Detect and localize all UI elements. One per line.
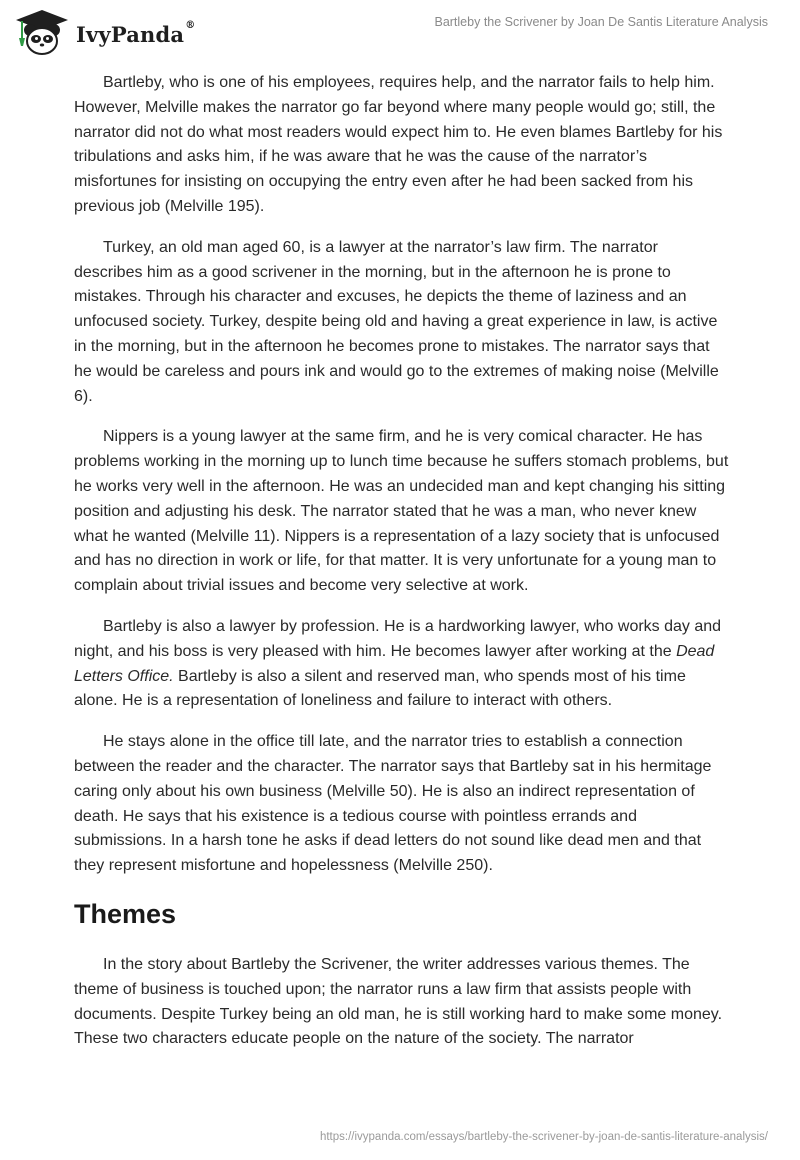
essay-content	[74, 71, 730, 1068]
dead-letters-office-title: Dead Letters Office.	[74, 642, 715, 685]
paragraph-themes: In the story about Bartleby the Scrivener, the writer addresses various themes. The theme of business is touched upon; the narrator runs a law firm that assists people with documents. Despite Turkey being an old man, he is still working hard to make some money. These two characters educate people on the nature of the society. The narrator	[74, 955, 723, 1048]
paragraph-text-after: Bartleby is also a silent and reserved man, who spends most of his time alone. He is a representation of loneliness and failure to interact with others.	[74, 667, 686, 710]
page-header	[0, 0, 800, 70]
paragraph-bartleby-lawyer	[74, 615, 730, 714]
paragraph-turkey: Turkey, an old man aged 60, is a lawyer at the narrator’s law firm. The narrator describes him as a good scrivener in the morning, but in the afternoon he is prone to mistakes. Through his character and excuses, he depicts the theme of laziness and an unfocused society. Turkey, despite being old and having a great experience in law, is active in the morning, but in the afternoon he becomes prone to mistakes. The narrator says that he would be careless and pours ink and would go to the extremes of making noise (Melville 6).	[74, 238, 719, 405]
document-title: Bartleby the Scrivener by Joan De Santis Literature Analysis	[434, 15, 768, 29]
ivypanda-logo[interactable]	[14, 8, 195, 58]
paragraph-nippers: Nippers is a young lawyer at the same firm, and he is very comical character. He has problems working in the morning up to lunch time because he suffers stomach problems, but he works very well in the afternoon. He was an undecided man and kept changing his sitting position and adjusting his desk. The narrator stated that he was a man, who never knew what he wanted (Melville 11). Nippers is a representation of a lazy society that is unfocused and has no direction in work or life, for that matter. It is very unfortunate for a young man to complain about trivial issues and become very selective at work.	[74, 428, 729, 595]
panda-graduation-cap-icon	[14, 8, 70, 58]
paragraph-text-before: Bartleby is also a lawyer by profession. He is a hardworking lawyer, who works day and night, and his boss is very pleased with him. He becomes lawyer after working at the	[74, 617, 722, 660]
brand-name: IvyPanda®	[76, 19, 196, 47]
source-url[interactable]: https://ivypanda.com/essays/bartleby-the-scrivener-by-joan-de-santis-literature-analysis/	[319, 1131, 768, 1143]
paragraph-bartleby-office: He stays alone in the office till late, and the narrator tries to establish a connection between the reader and the character. The narrator says that Bartleby sat in his hermitage caring only about his own business (Melville 50). He is also an indirect representation of death. He says that his existence is a tedious course with pointless errands and submissions. In a harsh tone he asks if dead letters do not sound like dead men and that they represent misfortune and hopelessness (Melville 250).	[74, 733, 712, 875]
paragraph-bartleby-help: Bartleby, who is one of his employees, requires help, and the narrator fails to help him. However, Melville makes the narrator go far beyond where many people would go; still, the narrator did not do what most readers would expect him to. He even blames Bartleby for his tribulations and asks him, if he was aware that he was the cause of the narrator’s misfortunes for insisting on occupying the entry even after he had been sacked from his previous job (Melville 195).	[74, 74, 723, 215]
themes-heading: Themes	[74, 898, 177, 929]
